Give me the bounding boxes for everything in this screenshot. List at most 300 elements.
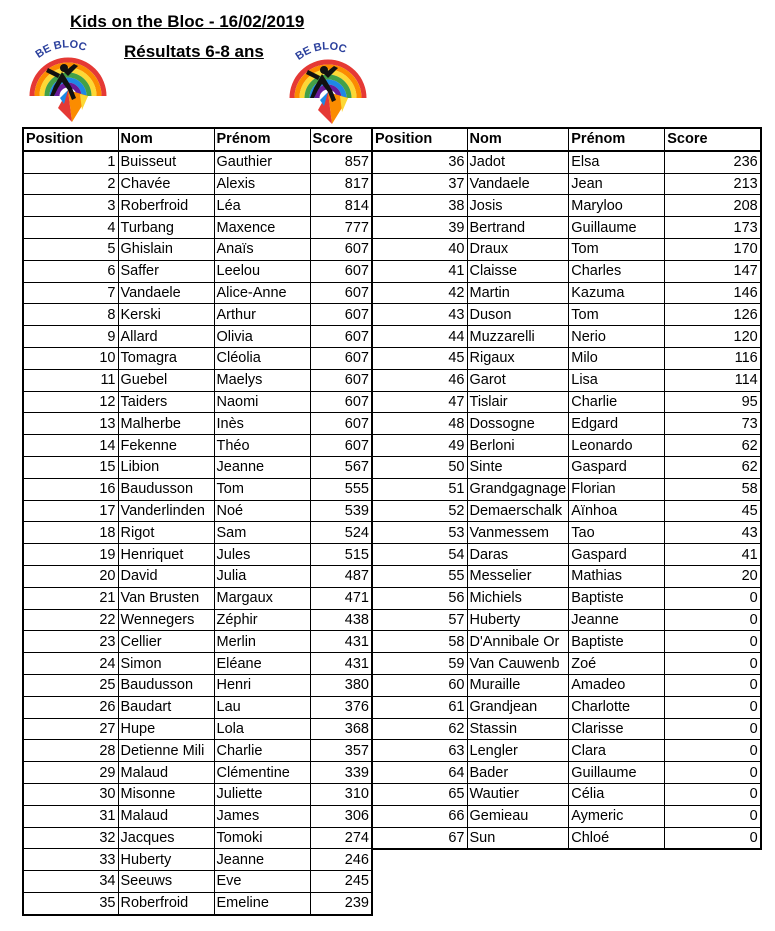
cell-score: 20 <box>665 565 761 587</box>
cell-position: 12 <box>23 391 118 413</box>
cell-prenom: Jeanne <box>214 456 310 478</box>
cell-prenom: Célia <box>569 783 665 805</box>
cell-position: 41 <box>372 260 467 282</box>
cell-position: 22 <box>23 609 118 631</box>
table-row <box>23 173 372 195</box>
cell-score: 817 <box>310 173 372 195</box>
cell-position: 52 <box>372 500 467 522</box>
cell-prenom: Sam <box>214 522 310 544</box>
cell-score: 274 <box>310 827 372 849</box>
cell-position: 33 <box>23 849 118 871</box>
table-row <box>372 740 761 762</box>
cell-score: 0 <box>665 783 761 805</box>
cell-prenom: Anaïs <box>214 238 310 260</box>
cell-nom: Malaud <box>118 762 214 784</box>
cell-prenom: Zéphir <box>214 609 310 631</box>
table-row <box>372 195 761 217</box>
cell-score: 306 <box>310 805 372 827</box>
cell-nom: Rigot <box>118 522 214 544</box>
cell-position: 23 <box>23 631 118 653</box>
table-row <box>372 805 761 827</box>
table-row <box>23 500 372 522</box>
cell-prenom: Clémentine <box>214 762 310 784</box>
cell-prenom: Eléane <box>214 653 310 675</box>
cell-score: 515 <box>310 544 372 566</box>
cell-nom: Roberfroid <box>118 195 214 217</box>
cell-position: 50 <box>372 456 467 478</box>
cell-prenom: Alexis <box>214 173 310 195</box>
cell-prenom: Guillaume <box>569 217 665 239</box>
cell-nom: Malherbe <box>118 413 214 435</box>
cell-nom: Draux <box>467 238 569 260</box>
cell-nom: Ghislain <box>118 238 214 260</box>
results-table-left <box>22 127 373 916</box>
cell-position: 21 <box>23 587 118 609</box>
table-row <box>23 565 372 587</box>
cell-nom: Lengler <box>467 740 569 762</box>
cell-position: 24 <box>23 653 118 675</box>
cell-score: 567 <box>310 456 372 478</box>
cell-score: 0 <box>665 631 761 653</box>
cell-score: 524 <box>310 522 372 544</box>
cell-nom: Daras <box>467 544 569 566</box>
column-header-score: Score <box>665 128 761 151</box>
cell-score: 147 <box>665 260 761 282</box>
cell-prenom: Naomi <box>214 391 310 413</box>
cell-nom: Dossogne <box>467 413 569 435</box>
cell-score: 170 <box>665 238 761 260</box>
column-header-position: Position <box>23 128 118 151</box>
table-row <box>372 282 761 304</box>
cell-prenom: Margaux <box>214 587 310 609</box>
table-row <box>23 151 372 173</box>
cell-prenom: Tom <box>569 238 665 260</box>
cell-position: 43 <box>372 304 467 326</box>
table-row <box>23 238 372 260</box>
cell-score: 814 <box>310 195 372 217</box>
table-row <box>23 456 372 478</box>
cell-prenom: Emeline <box>214 892 310 914</box>
cell-nom: Messelier <box>467 565 569 587</box>
cell-score: 62 <box>665 456 761 478</box>
cell-prenom: Lola <box>214 718 310 740</box>
cell-score: 380 <box>310 674 372 696</box>
table-row <box>23 587 372 609</box>
cell-prenom: Elsa <box>569 151 665 173</box>
cell-position: 46 <box>372 369 467 391</box>
cell-nom: Stassin <box>467 718 569 740</box>
cell-nom: Josis <box>467 195 569 217</box>
cell-prenom: Charles <box>569 260 665 282</box>
cell-nom: Cellier <box>118 631 214 653</box>
cell-position: 11 <box>23 369 118 391</box>
table-row <box>372 347 761 369</box>
table-row <box>23 282 372 304</box>
cell-position: 16 <box>23 478 118 500</box>
cell-prenom: Juliette <box>214 783 310 805</box>
cell-position: 67 <box>372 827 467 849</box>
cell-score: 126 <box>665 304 761 326</box>
cell-score: 0 <box>665 653 761 675</box>
cell-position: 7 <box>23 282 118 304</box>
cell-score: 607 <box>310 282 372 304</box>
cell-prenom: James <box>214 805 310 827</box>
cell-prenom: Amadeo <box>569 674 665 696</box>
table-row <box>372 827 761 849</box>
table-row <box>372 260 761 282</box>
cell-prenom: Leonardo <box>569 435 665 457</box>
cell-position: 64 <box>372 762 467 784</box>
cell-position: 38 <box>372 195 467 217</box>
table-row <box>372 783 761 805</box>
cell-nom: Berloni <box>467 435 569 457</box>
cell-prenom: Gauthier <box>214 151 310 173</box>
cell-nom: Grandgagnage <box>467 478 569 500</box>
cell-score: 310 <box>310 783 372 805</box>
cell-score: 239 <box>310 892 372 914</box>
cell-score: 607 <box>310 347 372 369</box>
cell-prenom: Baptiste <box>569 587 665 609</box>
cell-position: 54 <box>372 544 467 566</box>
cell-position: 32 <box>23 827 118 849</box>
cell-score: 0 <box>665 587 761 609</box>
table-row <box>372 631 761 653</box>
cell-nom: Detienne Mili <box>118 740 214 762</box>
table-row <box>372 456 761 478</box>
cell-nom: Fekenne <box>118 435 214 457</box>
cell-position: 1 <box>23 151 118 173</box>
cell-position: 25 <box>23 674 118 696</box>
column-header-prenom: Prénom <box>569 128 665 151</box>
cell-score: 120 <box>665 326 761 348</box>
cell-nom: Baudusson <box>118 674 214 696</box>
table-row <box>23 544 372 566</box>
cell-score: 607 <box>310 304 372 326</box>
cell-score: 0 <box>665 740 761 762</box>
cell-nom: D'Annibale Or <box>467 631 569 653</box>
cell-nom: Michiels <box>467 587 569 609</box>
table-row <box>23 696 372 718</box>
column-header-prenom: Prénom <box>214 128 310 151</box>
cell-position: 59 <box>372 653 467 675</box>
table-row <box>372 718 761 740</box>
cell-position: 13 <box>23 413 118 435</box>
cell-prenom: Charlotte <box>569 696 665 718</box>
table-row <box>372 326 761 348</box>
cell-score: 487 <box>310 565 372 587</box>
cell-score: 58 <box>665 478 761 500</box>
cell-position: 27 <box>23 718 118 740</box>
cell-score: 0 <box>665 827 761 849</box>
table-row <box>23 369 372 391</box>
cell-nom: Muzzarelli <box>467 326 569 348</box>
table-row <box>372 173 761 195</box>
cell-nom: Seeuws <box>118 871 214 893</box>
cell-nom: Vandaele <box>118 282 214 304</box>
cell-prenom: Aymeric <box>569 805 665 827</box>
cell-position: 60 <box>372 674 467 696</box>
cell-nom: Baudart <box>118 696 214 718</box>
table-row <box>23 217 372 239</box>
page-title: Kids on the Bloc - 16/02/2019 <box>70 12 305 31</box>
cell-score: 431 <box>310 653 372 675</box>
cell-nom: Van Brusten <box>118 587 214 609</box>
table-row <box>23 435 372 457</box>
cell-position: 31 <box>23 805 118 827</box>
cell-score: 0 <box>665 718 761 740</box>
cell-prenom: Inès <box>214 413 310 435</box>
cell-score: 471 <box>310 587 372 609</box>
cell-nom: Saffer <box>118 260 214 282</box>
cell-nom: Tislair <box>467 391 569 413</box>
table-row <box>23 849 372 871</box>
cell-position: 40 <box>372 238 467 260</box>
cell-prenom: Alice-Anne <box>214 282 310 304</box>
cell-nom: Vanmessem <box>467 522 569 544</box>
cell-position: 9 <box>23 326 118 348</box>
table-row <box>23 740 372 762</box>
cell-prenom: Jules <box>214 544 310 566</box>
cell-prenom: Tom <box>569 304 665 326</box>
cell-position: 8 <box>23 304 118 326</box>
cell-prenom: Charlie <box>214 740 310 762</box>
cell-score: 0 <box>665 674 761 696</box>
cell-nom: Henriquet <box>118 544 214 566</box>
cell-nom: Jadot <box>467 151 569 173</box>
cell-nom: Claisse <box>467 260 569 282</box>
cell-position: 4 <box>23 217 118 239</box>
table-row <box>372 609 761 631</box>
cell-position: 55 <box>372 565 467 587</box>
cell-score: 246 <box>310 849 372 871</box>
cell-prenom: Lisa <box>569 369 665 391</box>
cell-prenom: Chloé <box>569 827 665 849</box>
cell-prenom: Kazuma <box>569 282 665 304</box>
cell-nom: Vandaele <box>467 173 569 195</box>
cell-position: 34 <box>23 871 118 893</box>
cell-score: 0 <box>665 696 761 718</box>
cell-nom: Jacques <box>118 827 214 849</box>
cell-prenom: Jeanne <box>569 609 665 631</box>
table-row <box>372 696 761 718</box>
table-row <box>372 500 761 522</box>
cell-prenom: Zoé <box>569 653 665 675</box>
cell-nom: Chavée <box>118 173 214 195</box>
cell-score: 245 <box>310 871 372 893</box>
cell-nom: Taiders <box>118 391 214 413</box>
cell-position: 45 <box>372 347 467 369</box>
table-row <box>23 805 372 827</box>
cell-position: 51 <box>372 478 467 500</box>
column-header-position: Position <box>372 128 467 151</box>
cell-score: 146 <box>665 282 761 304</box>
cell-score: 357 <box>310 740 372 762</box>
cell-score: 607 <box>310 238 372 260</box>
table-row <box>23 260 372 282</box>
cell-score: 438 <box>310 609 372 631</box>
table-row <box>372 762 761 784</box>
table-row <box>372 413 761 435</box>
cell-nom: Grandjean <box>467 696 569 718</box>
cell-prenom: Milo <box>569 347 665 369</box>
cell-nom: Tomagra <box>118 347 214 369</box>
cell-position: 66 <box>372 805 467 827</box>
table-header-row <box>372 128 761 151</box>
column-header-nom: Nom <box>118 128 214 151</box>
cell-position: 49 <box>372 435 467 457</box>
table-row <box>372 653 761 675</box>
cell-position: 10 <box>23 347 118 369</box>
cell-score: 116 <box>665 347 761 369</box>
cell-prenom: Gaspard <box>569 544 665 566</box>
table-row <box>372 565 761 587</box>
cell-prenom: Clarisse <box>569 718 665 740</box>
table-row <box>372 435 761 457</box>
table-row <box>23 653 372 675</box>
cell-prenom: Théo <box>214 435 310 457</box>
cell-prenom: Léa <box>214 195 310 217</box>
cell-position: 48 <box>372 413 467 435</box>
cell-position: 26 <box>23 696 118 718</box>
table-row <box>23 304 372 326</box>
cell-position: 2 <box>23 173 118 195</box>
cell-nom: Garot <box>467 369 569 391</box>
cell-prenom: Eve <box>214 871 310 893</box>
cell-prenom: Tomoki <box>214 827 310 849</box>
cell-nom: Turbang <box>118 217 214 239</box>
cell-position: 61 <box>372 696 467 718</box>
cell-position: 18 <box>23 522 118 544</box>
table-row <box>23 674 372 696</box>
table-row <box>372 217 761 239</box>
cell-prenom: Noé <box>214 500 310 522</box>
table-row <box>23 522 372 544</box>
cell-score: 555 <box>310 478 372 500</box>
table-header-row <box>23 128 372 151</box>
cell-position: 58 <box>372 631 467 653</box>
results-table-right <box>371 127 762 850</box>
cell-score: 114 <box>665 369 761 391</box>
cell-prenom: Julia <box>214 565 310 587</box>
cell-nom: Misonne <box>118 783 214 805</box>
column-header-nom: Nom <box>467 128 569 151</box>
cell-prenom: Gaspard <box>569 456 665 478</box>
cell-nom: Bader <box>467 762 569 784</box>
cell-prenom: Jean <box>569 173 665 195</box>
cell-score: 0 <box>665 805 761 827</box>
cell-nom: Vanderlinden <box>118 500 214 522</box>
cell-nom: Hupe <box>118 718 214 740</box>
cell-prenom: Cléolia <box>214 347 310 369</box>
cell-prenom: Lau <box>214 696 310 718</box>
cell-prenom: Maelys <box>214 369 310 391</box>
table-row <box>372 587 761 609</box>
cell-score: 607 <box>310 369 372 391</box>
cell-prenom: Henri <box>214 674 310 696</box>
cell-score: 43 <box>665 522 761 544</box>
cell-position: 28 <box>23 740 118 762</box>
cell-prenom: Edgard <box>569 413 665 435</box>
cell-nom: Martin <box>467 282 569 304</box>
cell-score: 376 <box>310 696 372 718</box>
table-row <box>23 413 372 435</box>
cell-nom: Wennegers <box>118 609 214 631</box>
cell-nom: Bertrand <box>467 217 569 239</box>
cell-position: 6 <box>23 260 118 282</box>
table-row <box>23 718 372 740</box>
svg-text:BE BLOC: BE BLOC <box>33 38 88 61</box>
cell-nom: Buisseut <box>118 151 214 173</box>
cell-prenom: Guillaume <box>569 762 665 784</box>
table-row <box>372 238 761 260</box>
table-row <box>372 674 761 696</box>
cell-prenom: Arthur <box>214 304 310 326</box>
table-row <box>23 892 372 914</box>
cell-nom: Muraille <box>467 674 569 696</box>
cell-nom: David <box>118 565 214 587</box>
cell-nom: Rigaux <box>467 347 569 369</box>
cell-prenom: Tom <box>214 478 310 500</box>
cell-position: 42 <box>372 282 467 304</box>
cell-prenom: Florian <box>569 478 665 500</box>
cell-nom: Wautier <box>467 783 569 805</box>
cell-score: 62 <box>665 435 761 457</box>
cell-score: 539 <box>310 500 372 522</box>
table-row <box>372 544 761 566</box>
cell-position: 39 <box>372 217 467 239</box>
cell-prenom: Mathias <box>569 565 665 587</box>
be-bloc-logo <box>24 34 108 124</box>
table-row <box>23 347 372 369</box>
cell-score: 607 <box>310 413 372 435</box>
cell-prenom: Aïnhoa <box>569 500 665 522</box>
cell-position: 47 <box>372 391 467 413</box>
cell-score: 607 <box>310 391 372 413</box>
cell-position: 20 <box>23 565 118 587</box>
svg-text:BE BLOC: BE BLOC <box>293 40 348 63</box>
cell-score: 607 <box>310 435 372 457</box>
cell-position: 15 <box>23 456 118 478</box>
cell-prenom: Olivia <box>214 326 310 348</box>
table-row <box>23 871 372 893</box>
cell-prenom: Merlin <box>214 631 310 653</box>
cell-position: 3 <box>23 195 118 217</box>
cell-position: 37 <box>372 173 467 195</box>
cell-score: 431 <box>310 631 372 653</box>
cell-prenom: Jeanne <box>214 849 310 871</box>
cell-nom: Guebel <box>118 369 214 391</box>
cell-score: 0 <box>665 609 761 631</box>
cell-score: 45 <box>665 500 761 522</box>
cell-prenom: Charlie <box>569 391 665 413</box>
table-row <box>372 391 761 413</box>
cell-position: 44 <box>372 326 467 348</box>
cell-position: 29 <box>23 762 118 784</box>
cell-position: 63 <box>372 740 467 762</box>
table-row <box>23 609 372 631</box>
cell-score: 208 <box>665 195 761 217</box>
be-bloc-logo <box>284 36 368 126</box>
cell-score: 73 <box>665 413 761 435</box>
cell-prenom: Leelou <box>214 260 310 282</box>
cell-position: 17 <box>23 500 118 522</box>
table-row <box>23 783 372 805</box>
cell-score: 95 <box>665 391 761 413</box>
cell-prenom: Tao <box>569 522 665 544</box>
cell-nom: Roberfroid <box>118 892 214 914</box>
table-row <box>372 522 761 544</box>
cell-nom: Simon <box>118 653 214 675</box>
